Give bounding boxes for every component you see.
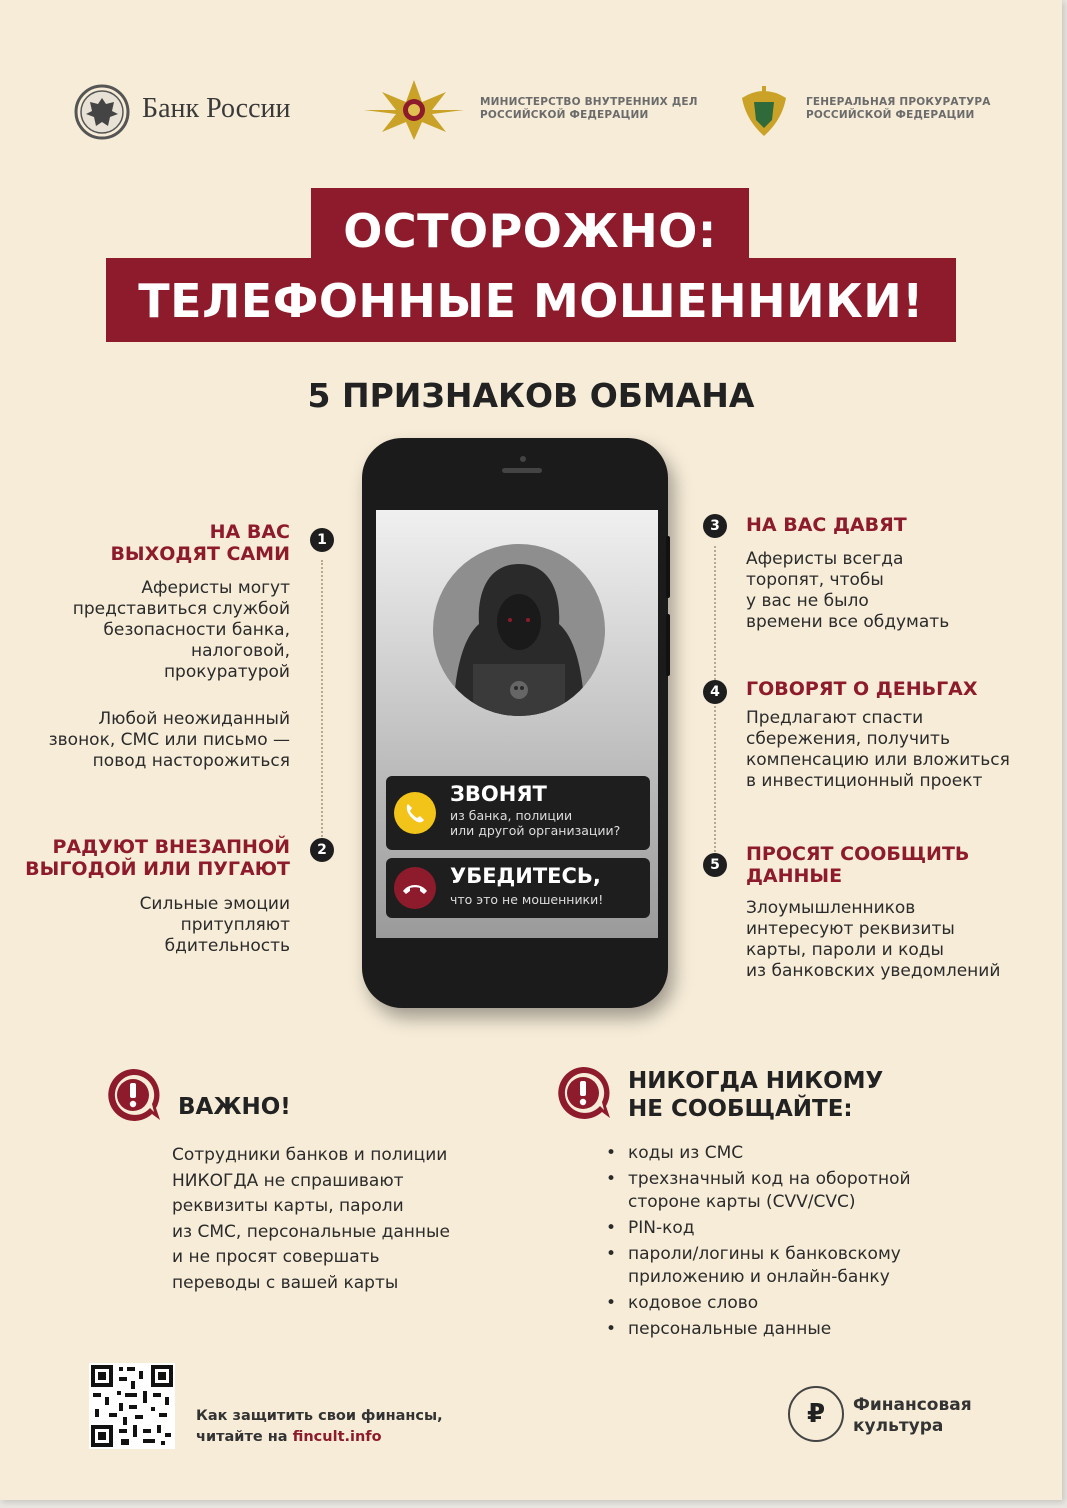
list-item: • пароли/логины к банковскому приложению и онлайн-банку (606, 1243, 1026, 1289)
phone-screen (376, 510, 658, 938)
list-item: • кодовое слово (606, 1292, 1026, 1315)
phone (362, 438, 668, 1008)
phone-side-button (666, 614, 670, 676)
title-line2-text: ТЕЛЕФОННЫЕ МОШЕННИКИ! (138, 274, 924, 328)
phone-side-button (666, 536, 670, 598)
phone-camera (520, 456, 526, 462)
footer-text (196, 1406, 443, 1448)
prosecutor-name: ГЕНЕРАЛЬНАЯ ПРОКУРАТУРА РОССИЙСКОЙ ФЕДЕРАЦИИ (806, 96, 991, 121)
sign-3-text: Аферисты всегда торопят, чтобы у вас не было времени все обдумать (746, 549, 950, 632)
exclamation-bubble-icon (104, 1066, 162, 1124)
qr-code[interactable] (89, 1363, 175, 1449)
sign-2-heading: РАДУЮТ ВНЕЗАПНОЙ ВЫГОДОЙ ИЛИ ПУГАЮТ (25, 836, 290, 880)
exclamation-bubble-icon (554, 1064, 612, 1122)
sign-4-heading: ГОВОРЯТ О ДЕНЬГАХ (746, 678, 978, 700)
qr-code-icon (89, 1363, 175, 1449)
hangup-button[interactable] (394, 867, 436, 909)
caller-avatar (433, 544, 605, 716)
never-heading: НИКОГДА НИКОМУ НЕ СООБЩАЙТЕ: (628, 1068, 884, 1122)
mvd-name: МИНИСТЕРСТВО ВНУТРЕННИХ ДЕЛ РОССИЙСКОЙ ФЕДЕРАЦИИ (480, 96, 698, 121)
hooded-hacker-icon (433, 544, 605, 716)
hangup-subtitle: что это не мошенники! (450, 892, 604, 907)
phone-answer-icon (394, 792, 436, 834)
title-line2 (106, 258, 956, 342)
list-item: • PIN-код (606, 1217, 1026, 1240)
sign-number-1: 1 (310, 528, 334, 552)
phone-hangup-icon (394, 867, 436, 909)
list-item: • персональные данные (606, 1318, 1026, 1341)
prosecutor-emblem-icon (736, 80, 792, 140)
bank-russia-logo (74, 84, 130, 140)
list-item: • трехзначный код на оборотной стороне карты (CVV/CVC) (606, 1168, 1026, 1214)
sign-number-5: 5 (703, 853, 727, 877)
ruble-icon: ₽ (806, 1399, 826, 1429)
title-line1 (311, 188, 749, 262)
important-text: Сотрудники банков и полиции НИКОГДА не спрашивают реквизиты карты, пароли из СМС, персональные данные и не просят совершать переводы с вашей карты (172, 1145, 450, 1293)
sign-1-extra: Любой неожиданный звонок, СМС или письмо — повод насторожиться (48, 709, 290, 771)
hangup-title: УБЕДИТЕСЬ, (450, 864, 601, 888)
mvd-emblem-icon (362, 78, 466, 142)
footer-line2 (196, 1427, 443, 1448)
fincult-brand: Финансовая культура (853, 1395, 972, 1436)
incoming-call-bar[interactable] (386, 776, 650, 850)
sign-3-heading: НА ВАС ДАВЯТ (746, 514, 907, 536)
left-connector-line (321, 560, 323, 840)
fincult-logo (788, 1386, 844, 1442)
fincult-link[interactable]: fincult.info (292, 1429, 382, 1445)
list-item: • коды из СМС (606, 1142, 1026, 1165)
bank-name: Банк России (142, 93, 291, 124)
sign-2-text: Сильные эмоции притупляют бдительность (139, 894, 290, 956)
important-heading: ВАЖНО! (178, 1094, 291, 1120)
never-list (606, 1142, 1026, 1344)
subtitle: 5 ПРИЗНАКОВ ОБМАНА (307, 376, 755, 415)
footer-line1: Как защитить свои финансы, (196, 1408, 443, 1424)
sign-number-4: 4 (703, 680, 727, 704)
answer-button[interactable] (394, 792, 436, 834)
sign-number-3: 3 (703, 514, 727, 538)
footer-prefix: читайте на (196, 1429, 293, 1445)
hangup-bar[interactable] (386, 858, 650, 918)
sign-1-text: Аферисты могут представиться службой безопасности банка, налоговой, прокуратурой (72, 578, 290, 682)
eagle-emblem-icon (74, 84, 130, 140)
sign-number-2: 2 (310, 838, 334, 862)
phone-speaker (502, 468, 542, 473)
title-line1-text: ОСТОРОЖНО: (343, 204, 717, 258)
call-subtitle: из банка, полиции или другой организации? (450, 808, 621, 838)
sign-4-text: Предлагают спасти сбережения, получить компенсацию или вложиться в инвестиционный проект (746, 708, 1010, 791)
sign-1-heading: НА ВАС ВЫХОДЯТ САМИ (110, 521, 290, 565)
sign-5-text: Злоумышленников интересуют реквизиты карты, пароли и коды из банковских уведомлений (746, 898, 1001, 981)
call-title: ЗВОНЯТ (450, 782, 547, 806)
sign-5-heading: ПРОСЯТ СООБЩИТЬ ДАННЫЕ (746, 843, 970, 887)
